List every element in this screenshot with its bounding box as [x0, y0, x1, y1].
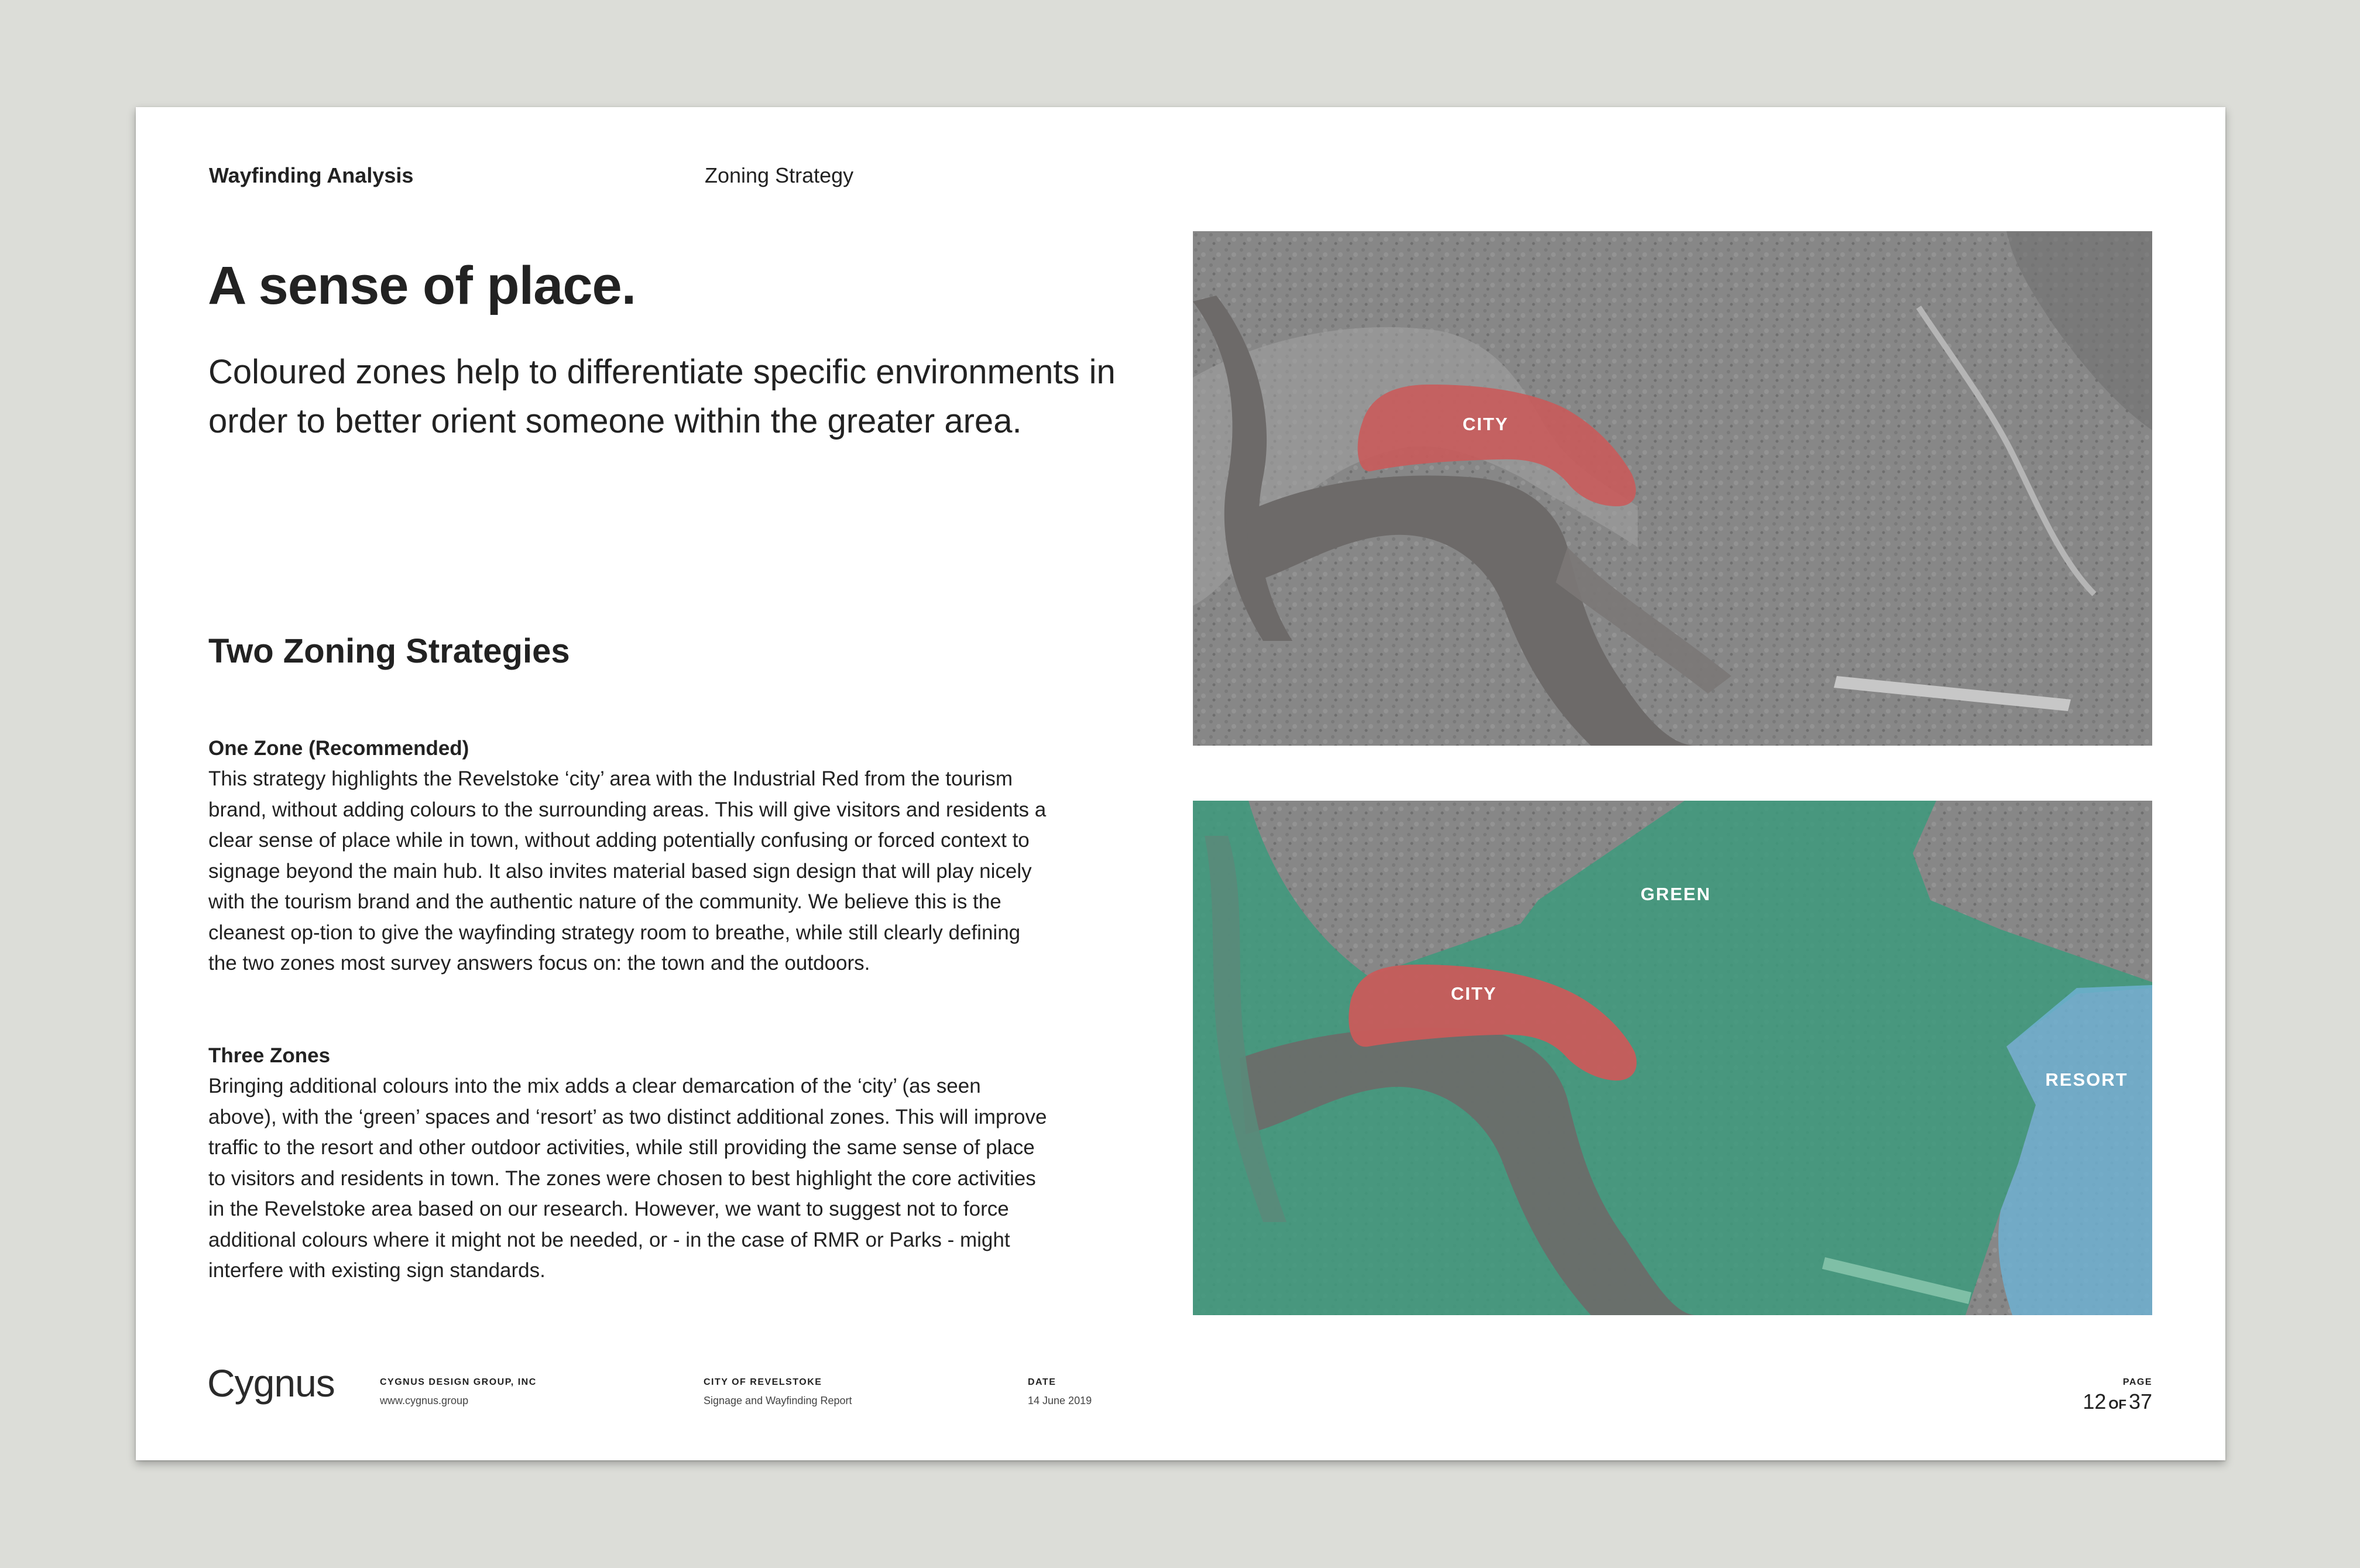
header-topic: Zoning Strategy: [705, 163, 854, 187]
green-zone-label: GREEN: [1640, 884, 1711, 904]
footer-company-label: CYGNUS DESIGN GROUP, INC: [380, 1377, 537, 1387]
footer-date-value: 14 June 2019: [1028, 1395, 1092, 1406]
three-zone-map-image: [1193, 801, 2152, 1315]
resort-zone-label: RESORT: [2045, 1069, 2128, 1090]
page-number: [2083, 1389, 2152, 1418]
footer-client-label: CITY OF REVELSTOKE: [704, 1377, 822, 1387]
footer-company-url[interactable]: www.cygnus.group: [380, 1395, 469, 1406]
footer-client-value: Signage and Wayfinding Report: [704, 1395, 852, 1406]
cygnus-logo: Cygnus: [207, 1361, 335, 1405]
three-zone-map: [1193, 801, 2152, 1315]
strategy-three-title: Three Zones: [208, 1044, 331, 1067]
lede-paragraph: Coloured zones help to differentiate specific environments in order to better orient someone within the greater area.: [208, 353, 1116, 440]
page-total: 37: [2128, 1389, 2152, 1413]
strategy-three-body: Bringing additional colours into the mix adds a clear demarcation of the ‘city’ (as seen above), with the ‘green’ spaces and ‘resort’ as two distinct additional zones. This will improve traffic to the resort and other outdoor activities, while still providing the same sense of place to visitors and residents in town. The zones were chosen to best highlight the core activities in the Revelstoke area based on our research. However, we want to suggest not to force additional colours where it might not be needed, or - in the case of RMR or Parks - might interfere with existing sign standards.: [208, 1075, 1047, 1282]
footer-date-label: DATE: [1028, 1377, 1056, 1387]
one-zone-map-image: [1193, 231, 2152, 746]
header-section-title: Wayfinding Analysis: [209, 163, 414, 187]
one-zone-map: [1193, 231, 2152, 746]
page-headline: A sense of place.: [208, 256, 636, 315]
city-zone-label: CITY: [1462, 414, 1509, 434]
page-of: OF: [2108, 1397, 2126, 1412]
strategy-one-body: This strategy highlights the Revelstoke ‘city’ area with the Industrial Red from the tourism brand, without adding colours to the surrounding areas. This will give visitors and residents a clear sense of place while in town, without adding potentially confusing or forced context to signage beyond the main hub. It also invites material based sign design that will play nicely with the tourism brand and the authentic nature of the community. We believe this is the cleanest op-tion to give the wayfinding strategy room to breathe, while still clearly defining the two zones most survey answers focus on: the town and the outdoors.: [208, 767, 1047, 975]
city-zone-label: CITY: [1450, 983, 1497, 1004]
report-page: [136, 107, 2225, 1460]
section-subhead: Two Zoning Strategies: [208, 632, 570, 670]
page-current: 12: [2083, 1389, 2107, 1413]
footer-page-label: PAGE: [2122, 1377, 2152, 1387]
strategy-one-title: One Zone (Recommended): [208, 737, 469, 760]
